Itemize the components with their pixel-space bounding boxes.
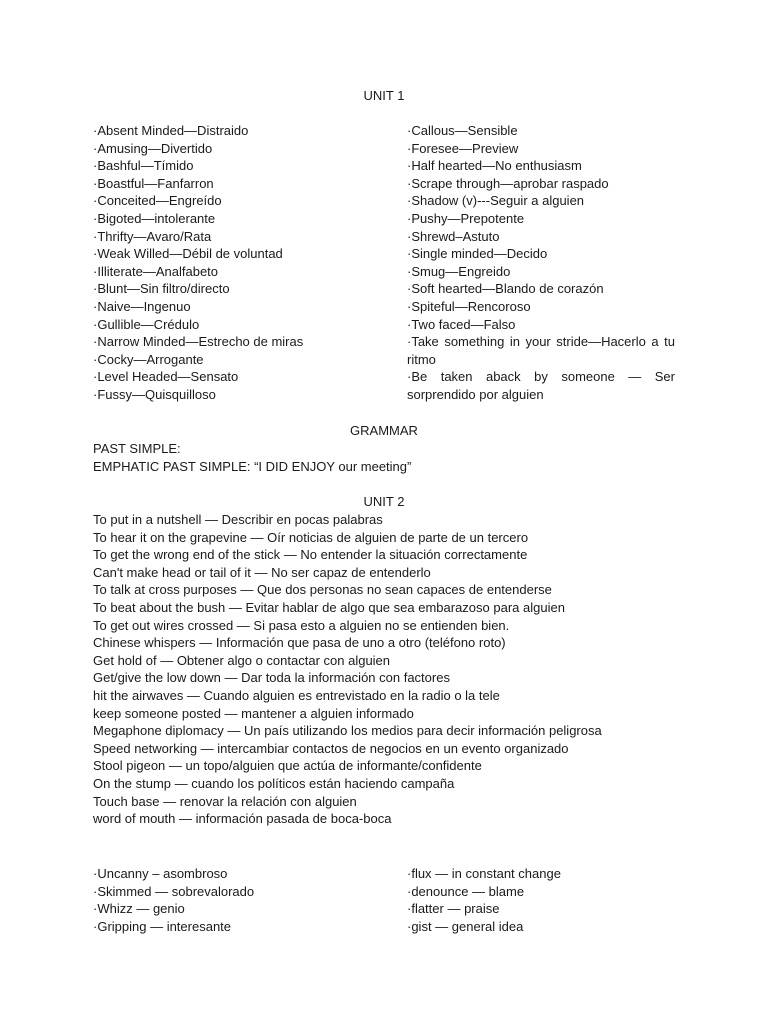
vocab-left-column — [93, 865, 393, 935]
expression-line: Get/give the low down — Dar toda la información con factores — [93, 670, 450, 686]
vocab-entry: ·Be taken aback by someone — Ser sorprendido por alguien — [407, 369, 675, 402]
vocab-entry: ·Boastful—Fanfarron — [93, 175, 214, 191]
expression-line: To get the wrong end of the stick — No entender la situación correctamente — [93, 547, 528, 563]
expression-line: Get hold of — Obtener algo o contactar con alguien — [93, 652, 391, 668]
vocab-entry: ·Whizz — genio — [93, 901, 185, 917]
expression-line: Stool pigeon — un topo/alguien que actúa de informante/confidente — [93, 758, 482, 774]
expression-line: Speed networking — intercambiar contactos de negocios en un evento organizado — [93, 740, 569, 756]
vocab-entry: ·Two faced—Falso — [407, 316, 516, 332]
grammar-line: PAST SIMPLE: — [93, 441, 181, 456]
vocab-entry: ·Foresee—Preview — [407, 140, 519, 156]
expression-line: To hear it on the grapevine — Oír noticias de alguien de parte de un tercero — [93, 529, 529, 545]
vocab-entry: ·Thrifty—Avaro/Rata — [93, 228, 212, 244]
unit2-heading: UNIT 2 — [363, 494, 405, 509]
vocab-entry: ·Skimmed — sobrevalorado — [93, 883, 255, 899]
vocab-entry: ·Bashful—Tímido — [93, 158, 194, 174]
vocab-right-column — [407, 865, 675, 935]
vocab-entry: ·Half hearted—No enthusiasm — [407, 158, 582, 174]
vocab-entry: ·Narrow Minded—Estrecho de miras — [93, 334, 304, 350]
expression-line: Can't make head or tail of it — No ser capaz de entenderlo — [93, 564, 431, 580]
expression-line: To beat about the bush — Evitar hablar de algo que sea embarazoso para alguien — [93, 599, 565, 615]
vocab-entry: ·gist — general idea — [407, 918, 524, 934]
vocab-entry: ·Amusing—Divertido — [93, 140, 213, 156]
expression-line: hit the airwaves — Cuando alguien es entrevistado en la radio o la tele — [93, 687, 500, 703]
expression-line: To put in a nutshell — Describir en pocas palabras — [93, 512, 383, 527]
expression-line: Megaphone diplomacy — Un país utilizando los medios para decir información peligrosa — [93, 723, 602, 739]
vocab-entry: ·Shrewd–Astuto — [407, 228, 500, 244]
vocab-entry: ·flux — in constant change — [407, 866, 561, 881]
vocab-entry: ·Single minded—Decido — [407, 246, 548, 262]
grammar-section — [93, 440, 693, 475]
expression-line: To get out wires crossed — Si pasa esto a alguien no se entienden bien. — [93, 617, 510, 633]
vocab-entry: ·Blunt—Sin filtro/directo — [93, 281, 230, 297]
vocab-entry: ·Smug—Engreido — [407, 263, 511, 279]
expression-line: word of mouth — información pasada de boca-boca — [93, 811, 392, 827]
vocab-entry: ·Callous—Sensible — [407, 123, 518, 138]
vocab-entry: ·Gullible—Crédulo — [93, 316, 200, 332]
grammar-heading: GRAMMAR — [350, 423, 418, 438]
vocab-entry: ·Pushy—Prepotente — [407, 210, 525, 226]
vocab-entry: ·Level Headed—Sensato — [93, 369, 239, 385]
vocab-entry: ·denounce — blame — [407, 883, 525, 899]
vocab-entry: ·Naive—Ingenuo — [93, 298, 191, 314]
unit1-right-column — [407, 122, 675, 404]
vocab-entry: ·Take something in your stride—Hacerlo a tu ritmo — [407, 334, 675, 367]
vocab-entry: ·Weak Willed—Débil de voluntad — [93, 246, 283, 262]
vocab-entry: ·flatter — praise — [407, 901, 500, 917]
vocab-entry: ·Absent Minded—Distraido — [93, 123, 249, 138]
vocab-entry: ·Conceited—Engreído — [93, 193, 222, 209]
vocab-entry: ·Illiterate—Analfabeto — [93, 263, 219, 279]
expression-line: keep someone posted — mantener a alguien informado — [93, 705, 414, 721]
vocab-entry: ·Fussy—Quisquilloso — [93, 386, 216, 402]
vocab-entry: ·Shadow (v)---Seguir a alguien — [407, 193, 585, 209]
expression-line: To talk at cross purposes — Que dos personas no sean capaces de entenderse — [93, 582, 552, 598]
vocab-entry: ·Soft hearted—Blando de corazón — [407, 281, 604, 297]
vocab-entry: ·Gripping — interesante — [93, 918, 232, 934]
vocab-entry: ·Cocky—Arrogante — [93, 351, 204, 367]
vocab-entry: ·Spiteful—Rencoroso — [407, 298, 531, 314]
vocab-entry: ·Uncanny – asombroso — [93, 866, 228, 881]
unit1-left-column — [93, 122, 393, 404]
unit2-expressions — [93, 511, 733, 828]
expression-line: On the stump — cuando los políticos están haciendo campaña — [93, 775, 455, 791]
unit1-heading: UNIT 1 — [363, 88, 405, 103]
vocab-entry: ·Bigoted—intolerante — [93, 210, 216, 226]
vocab-entry: ·Scrape through—aprobar raspado — [407, 175, 609, 191]
grammar-line: EMPHATIC PAST SIMPLE: “I DID ENJOY our meeting” — [93, 458, 412, 474]
expression-line: Chinese whispers — Información que pasa de uno a otro (teléfono roto) — [93, 635, 506, 651]
expression-line: Touch base — renovar la relación con alguien — [93, 793, 357, 809]
